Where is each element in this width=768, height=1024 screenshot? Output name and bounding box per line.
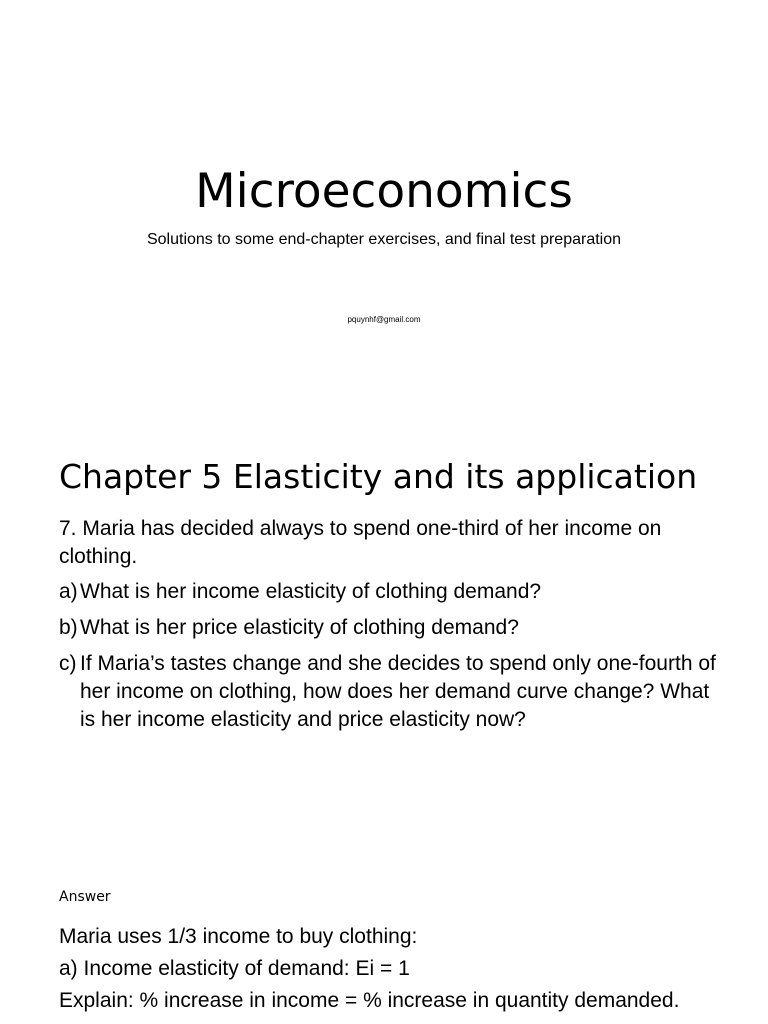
document-subtitle: Solutions to some end-chapter exercises, and final test preparation: [146, 231, 622, 248]
question-intro: 7. Maria has decided always to spend one-third of her income on clothing.: [59, 517, 662, 568]
answer-line: Maria uses 1/3 income to buy clothing:: [59, 925, 418, 948]
answer-label: Answer: [59, 889, 111, 905]
answer-body: [59, 921, 759, 1017]
question-marker: c): [59, 652, 77, 675]
question-item-c: [59, 650, 719, 734]
question-marker: b): [59, 616, 78, 639]
answer-line: Explain: % increase in income = % increase in quantity demanded.: [59, 989, 680, 1012]
document-title: Microeconomics: [195, 164, 573, 219]
question-item-b: [59, 614, 719, 642]
answer-line: a) Income elasticity of demand: Ei = 1: [59, 957, 410, 980]
question-text: What is her price elasticity of clothing demand?: [80, 616, 519, 639]
question-list: [59, 578, 719, 742]
question-text: If Maria’s tastes change and she decides to spend only one-fourth of her income on clothing, how does her demand curve change? What is her income elasticity and price elasticity now?: [80, 652, 716, 731]
chapter-heading: Chapter 5 Elasticity and its application: [59, 457, 698, 496]
question-item-a: [59, 578, 719, 606]
question-marker: a): [59, 580, 78, 603]
author-email: pquynhf@gmail.com: [347, 315, 421, 324]
question-text: What is her income elasticity of clothing demand?: [80, 580, 542, 603]
